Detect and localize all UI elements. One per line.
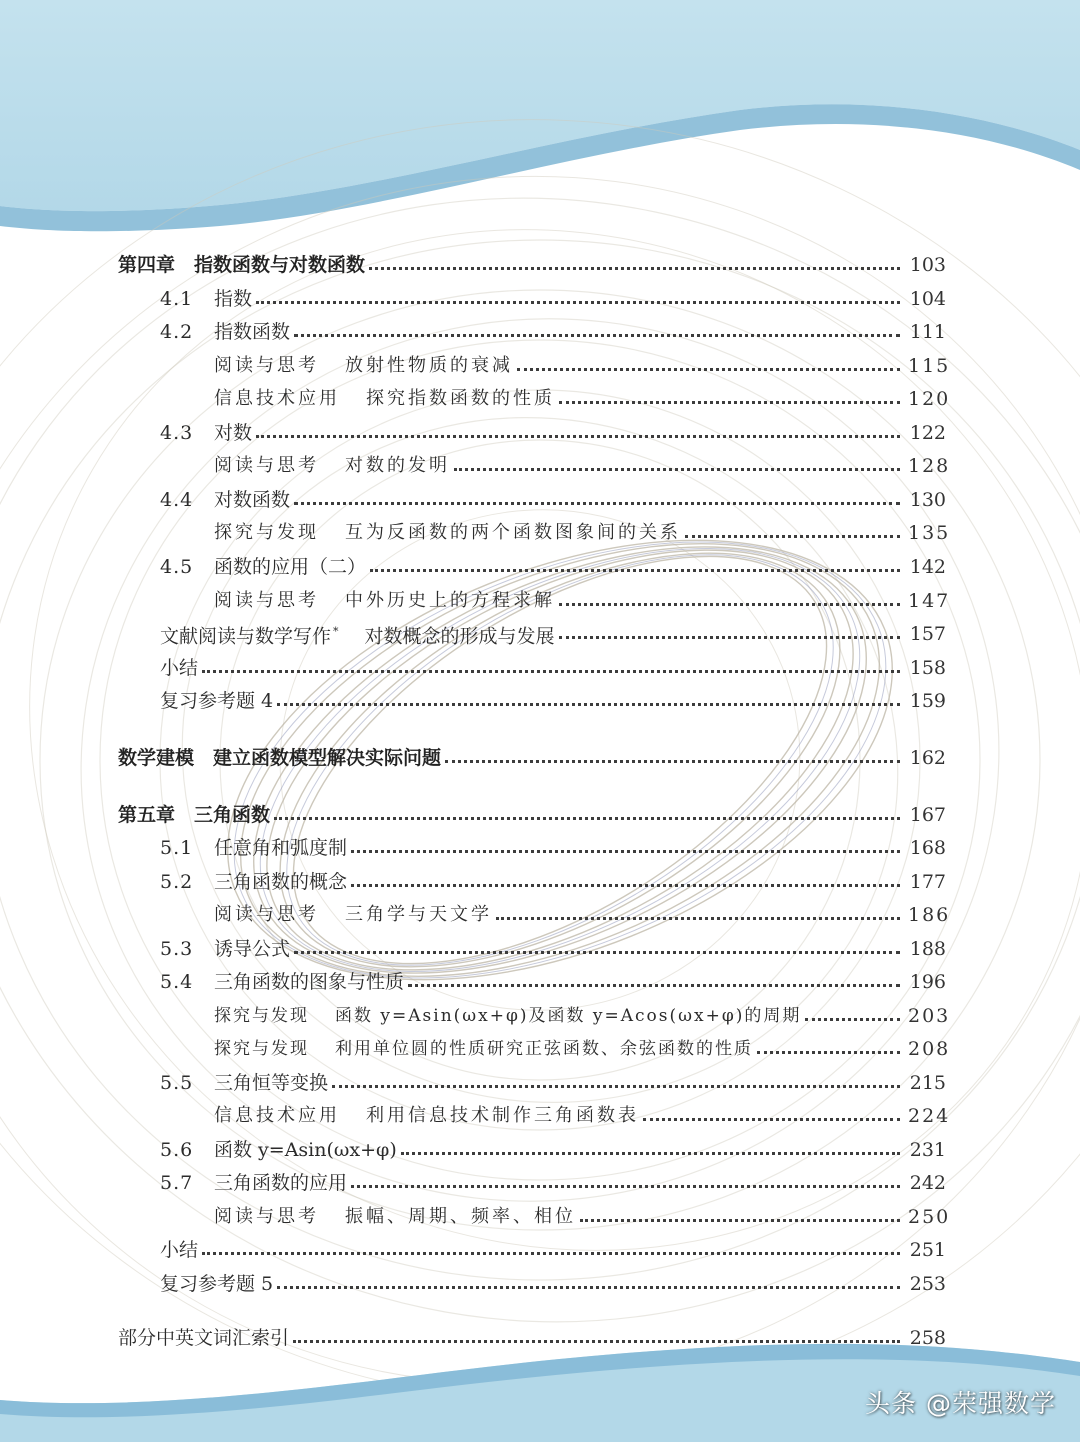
toc-page-number: 250: [908, 1206, 951, 1228]
toc-leader-dots: [559, 636, 900, 639]
toc-feature-label: 阅读与思考: [214, 455, 319, 476]
watermark-text: 头条 @荣强数学: [865, 1389, 1056, 1418]
toc-section-number: 4.1: [160, 288, 194, 310]
toc-subsection[interactable]: [0, 384, 951, 414]
toc-leader-dots: [559, 401, 900, 404]
toc-section[interactable]: [0, 485, 946, 515]
toc-leader-dots: [351, 884, 900, 887]
toc-entry-title: 指数: [214, 288, 253, 310]
toc-leader-dots: [517, 368, 900, 371]
toc-page-number: 188: [909, 938, 946, 960]
toc-page-number: 186: [908, 904, 951, 926]
toc-feature-label: 探究与发现: [214, 1006, 309, 1026]
toc-section[interactable]: [0, 1235, 946, 1265]
toc-entry-title: 指数函数: [214, 321, 291, 343]
toc-page-number: 231: [909, 1139, 946, 1161]
toc-leader-dots: [202, 670, 900, 673]
toc-entry-title: 第五章 三角函数: [118, 804, 271, 826]
toc-page-number: 242: [909, 1172, 946, 1194]
toc-page-number: 224: [908, 1105, 951, 1127]
toc-page-number: 203: [908, 1005, 951, 1027]
toc-section[interactable]: [0, 317, 946, 347]
toc-subsection[interactable]: [0, 1101, 951, 1131]
toc-section[interactable]: [0, 1168, 946, 1198]
toc-entry-title: [214, 384, 555, 414]
toc-section-number: 5.6: [160, 1139, 194, 1161]
toc-leader-dots: [369, 267, 900, 270]
toc-page-number: 128: [908, 455, 951, 477]
toc-section[interactable]: [0, 1068, 946, 1098]
toc-entry-title: 部分中英文词汇索引: [118, 1327, 290, 1349]
toc-page-number: 115: [908, 355, 951, 377]
toc-leader-dots: [274, 817, 900, 820]
toc-page-number: 177: [909, 871, 946, 893]
toc-entry-title: [214, 586, 555, 616]
toc-leader-dots: [454, 468, 900, 471]
toc-entry-title: 数学建模 建立函数模型解决实际问题: [118, 747, 442, 769]
toc-leader-dots: [370, 569, 900, 572]
toc-subsection[interactable]: [0, 1202, 951, 1232]
toc-chapter-4[interactable]: [0, 250, 946, 280]
toc-leader-dots: [401, 1152, 900, 1155]
toc-leader-dots: [757, 1051, 900, 1054]
toc-section-number: 5.4: [160, 971, 194, 993]
toc-leader-dots: [256, 301, 900, 304]
toc-page-number: 130: [909, 489, 946, 511]
toc-page-number: 196: [909, 971, 946, 993]
toc-feature-title: 振幅、周期、频率、相位: [345, 1206, 576, 1227]
toc-entry-title: 诱导公式: [214, 938, 291, 960]
toc-feature-label: 阅读与思考: [214, 355, 319, 376]
toc-leader-dots: [294, 951, 900, 954]
toc-entry-title: [214, 900, 492, 930]
toc-leader-dots: [294, 502, 900, 505]
toc-entry-title: 三角函数的图象与性质: [214, 971, 405, 993]
toc-section[interactable]: [0, 1135, 946, 1165]
toc-leader-dots: [580, 1219, 900, 1222]
toc-subsection[interactable]: [0, 900, 951, 930]
toc-entry-title: [214, 1101, 639, 1131]
toc-leader-dots: [277, 1286, 900, 1289]
toc-page-number: 208: [908, 1038, 951, 1060]
toc-section-number: 5.2: [160, 871, 194, 893]
toc-page-number: 104: [909, 288, 946, 310]
toc-entry-title: 三角函数的应用: [214, 1172, 348, 1194]
toc-section-number: 5.5: [160, 1072, 194, 1094]
toc-feature-label: 文献阅读与数学写作: [160, 625, 332, 648]
toc-page-number: 251: [909, 1239, 946, 1261]
toc-leader-dots: [294, 334, 900, 337]
toc-page-number: 168: [909, 837, 946, 859]
toc-entry-title: [160, 617, 555, 651]
toc-feature-title: 利用信息技术制作三角函数表: [366, 1105, 639, 1126]
toc-section-number: 4.4: [160, 489, 194, 511]
toc-entry-title: 复习参考题 4: [160, 690, 274, 712]
toc-leader-dots: [685, 535, 900, 538]
toc-page-number: 111: [909, 321, 946, 343]
toc-section[interactable]: [0, 619, 946, 649]
toc-page-number: 122: [909, 422, 946, 444]
toc-leader-dots: [559, 603, 900, 606]
toc-entry-title: 函数 y=Asin(ωx+φ): [214, 1139, 397, 1161]
toc-leader-dots: [445, 760, 900, 763]
toc-entry-title: [214, 1001, 801, 1031]
toc-section[interactable]: [0, 552, 946, 582]
toc-feature-title: 函数 y=Asin(ωx+φ)及函数 y=Acos(ωx+φ)的周期: [335, 1006, 802, 1026]
toc-feature-title: 中外历史上的方程求解: [345, 590, 555, 611]
toc-subsection[interactable]: [0, 1001, 951, 1031]
toc-entry-title: 复习参考题 5: [160, 1273, 274, 1295]
toc-section[interactable]: [0, 867, 946, 897]
toc-feature-title: 对数概念的形成与发展: [364, 625, 555, 648]
toc-entry-title: 任意角和弧度制: [214, 837, 348, 859]
toc-feature-title: 三角学与天文学: [345, 904, 492, 925]
toc-section[interactable]: [0, 833, 946, 863]
toc-entry-title: 对数函数: [214, 489, 291, 511]
toc-section[interactable]: [0, 686, 946, 716]
toc-entry-title: 三角函数的概念: [214, 871, 348, 893]
toc-page-number: 253: [909, 1273, 946, 1295]
toc-section-number: 4.3: [160, 422, 194, 444]
toc-section-number: 5.7: [160, 1172, 194, 1194]
toc-feature-title: 放射性物质的衰减: [345, 355, 513, 376]
toc-feature-label: 探究与发现: [214, 522, 319, 543]
toc-page-number: 215: [909, 1072, 946, 1094]
toc-leader-dots: [277, 703, 900, 706]
toc-page-number: 120: [908, 388, 951, 410]
toc-feature-label: 探究与发现: [214, 1039, 309, 1059]
toc-chapter-5[interactable]: [0, 800, 946, 830]
toc-entry-title: 对数: [214, 422, 253, 444]
toc-feature-label: 阅读与思考: [214, 590, 319, 611]
toc-section[interactable]: [0, 418, 946, 448]
toc-entry-title: 第四章 指数函数与对数函数: [118, 254, 366, 276]
toc-entry-title: 函数的应用（二）: [214, 556, 367, 578]
toc-section[interactable]: [0, 284, 946, 314]
toc-page-number: 147: [908, 590, 951, 612]
toc-page-number: 167: [909, 804, 946, 826]
toc-entry-title: [214, 1202, 576, 1232]
toc-page-number: 162: [909, 747, 946, 769]
toc-leader-dots: [293, 1340, 900, 1343]
toc-optional-marker: *: [333, 624, 339, 638]
toc-section[interactable]: [0, 653, 946, 683]
toc-section[interactable]: [0, 934, 946, 964]
toc-section-number: 5.3: [160, 938, 194, 960]
toc-leader-dots: [643, 1118, 900, 1121]
toc-subsection[interactable]: [0, 451, 951, 481]
toc-section-number: 4.2: [160, 321, 194, 343]
toc-feature-title: 互为反函数的两个函数图象间的关系: [345, 522, 681, 543]
toc-leader-dots: [202, 1252, 900, 1255]
toc-leader-dots: [496, 917, 900, 920]
toc-leader-dots: [805, 1018, 900, 1021]
toc-entry-title: 三角恒等变换: [214, 1072, 329, 1094]
toc-feature-label: 信息技术应用: [214, 388, 340, 409]
toc-page-number: 158: [909, 657, 946, 679]
toc-section[interactable]: [0, 967, 946, 997]
toc-section[interactable]: [0, 1269, 946, 1299]
toc-modeling[interactable]: [0, 743, 946, 773]
toc-entry-title: [214, 518, 681, 548]
toc-entry-title: 小结: [160, 657, 199, 679]
toc-subsection[interactable]: [0, 1034, 951, 1064]
toc-page-number: 157: [909, 623, 946, 645]
toc-leader-dots: [351, 850, 900, 853]
toc-page-number: 103: [909, 254, 946, 276]
toc-entry-title: [214, 451, 450, 481]
toc-feature-label: 阅读与思考: [214, 904, 319, 925]
toc-feature-title: 对数的发明: [345, 455, 450, 476]
toc-entry-title: 小结: [160, 1239, 199, 1261]
toc-leader-dots: [408, 984, 900, 987]
toc-page-number: 135: [908, 522, 951, 544]
toc-page-number: 142: [909, 556, 946, 578]
toc-feature-label: 信息技术应用: [214, 1105, 340, 1126]
toc-feature-title: 探究指数函数的性质: [366, 388, 555, 409]
toc-section-number: 5.1: [160, 837, 194, 859]
toc-page-number: 258: [909, 1327, 946, 1349]
toc-subsection[interactable]: [0, 586, 951, 616]
toc-section-number: 4.5: [160, 556, 194, 578]
toc-subsection[interactable]: [0, 351, 951, 381]
toc-subsection[interactable]: [0, 518, 951, 548]
toc-leader-dots: [256, 435, 900, 438]
toc-page-number: 159: [909, 690, 946, 712]
toc-entry-title: [214, 1034, 753, 1064]
toc-feature-title: 利用单位圆的性质研究正弦函数、余弦函数的性质: [335, 1039, 753, 1059]
toc-leader-dots: [351, 1185, 900, 1188]
toc-leader-dots: [332, 1085, 900, 1088]
toc-feature-label: 阅读与思考: [214, 1206, 319, 1227]
toc-entry-title: [214, 351, 513, 381]
toc-glossary-index[interactable]: [0, 1323, 946, 1353]
